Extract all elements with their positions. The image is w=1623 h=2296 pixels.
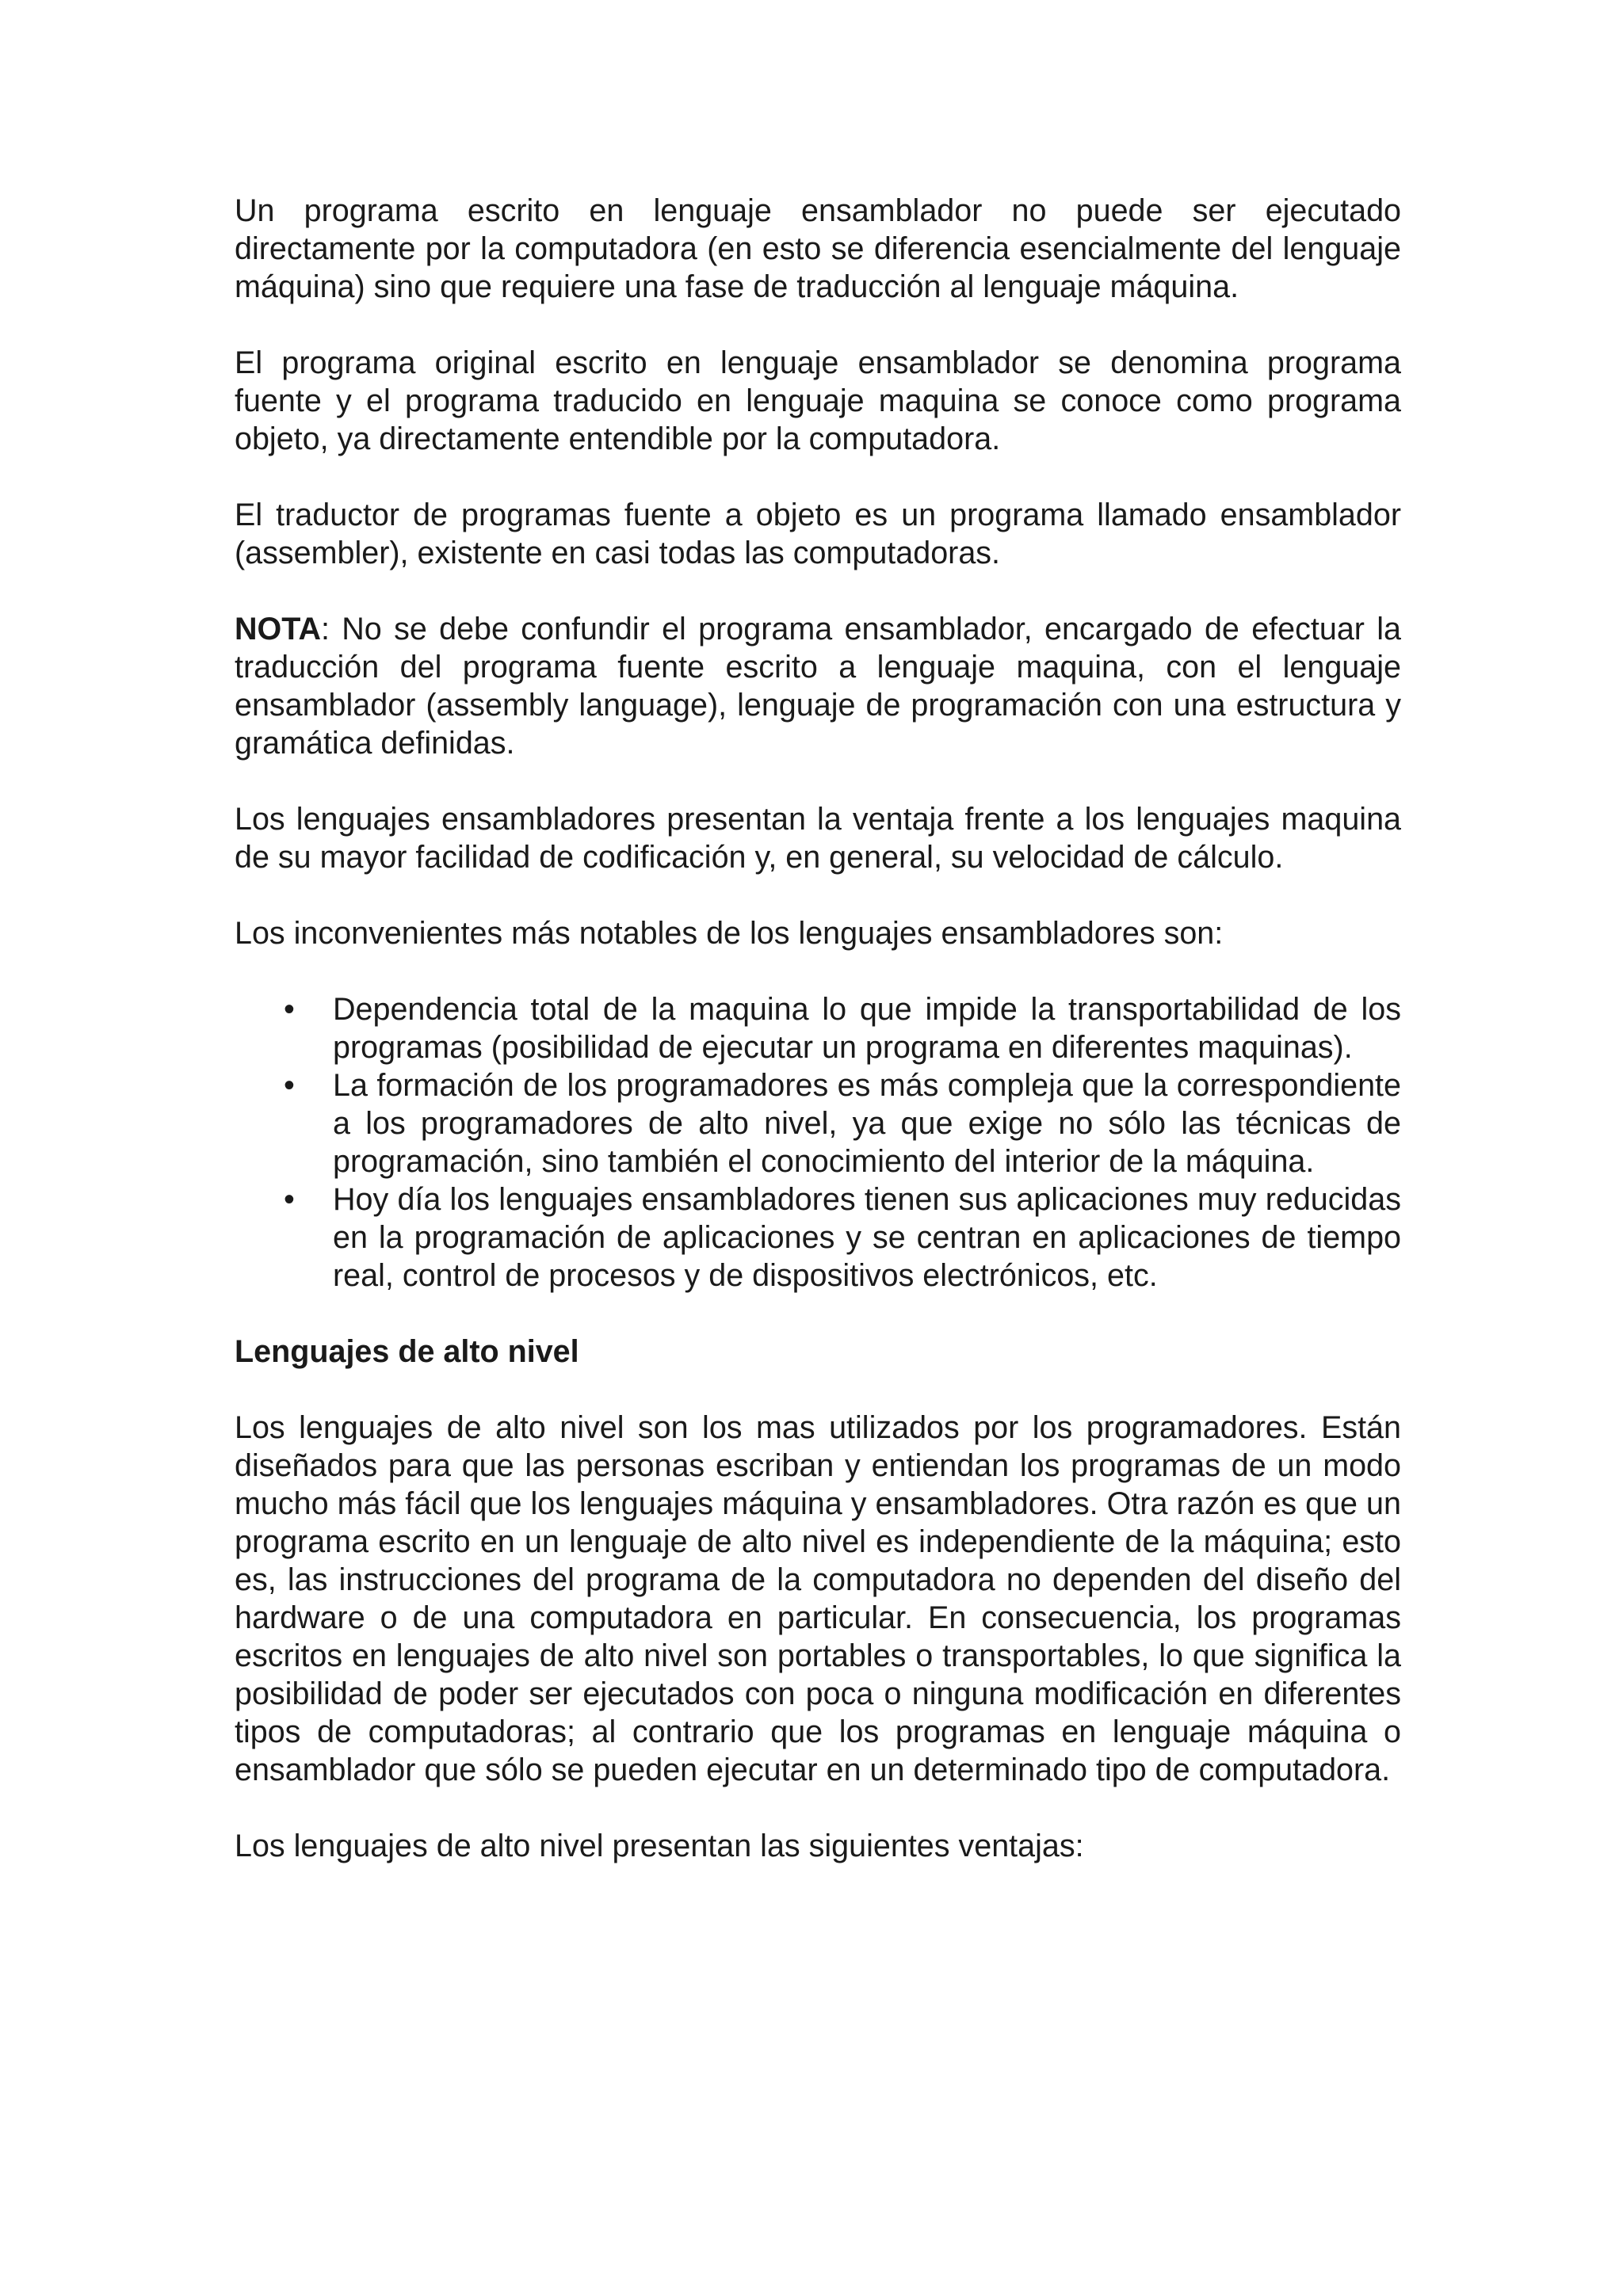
paragraph-programa-fuente: El programa original escrito en lenguaje ensamblador se denomina programa fuente y el programa traducido en lenguaje maquina se conoce como programa objeto, ya directamente entendible por la computadora. <box>235 345 1401 456</box>
paragraph-traductor: El traductor de programas fuente a objeto es un programa llamado ensamblador (assembler), existente en casi todas las computadoras. <box>235 498 1401 570</box>
list-item <box>235 1180 1401 1295</box>
bullet-icon: • <box>284 1068 295 1103</box>
nota-text: : No se debe confundir el programa ensamblador, encargado de efectuar la traducción del programa fuente escrito a lenguaje maquina, con el lenguaje ensamblador (assembly language), lenguaje de programación con una estructura y gramática definidas. <box>235 612 1401 761</box>
list-item-text: Hoy día los lenguajes ensambladores tienen sus aplicaciones muy reducidas en la programación de aplicaciones y se centran en aplicaciones de tiempo real, control de procesos y de dispositivos electrónicos, etc. <box>333 1182 1401 1293</box>
bullet-icon: • <box>284 992 295 1027</box>
list-item-text: La formación de los programadores es más compleja que la correspondiente a los programadores de alto nivel, ya que exige no sólo las técnicas de programación, sino también el conocimiento del interior de la máquina. <box>333 1068 1401 1179</box>
list-item <box>235 990 1401 1066</box>
paragraph-ventajas-ensambladores: Los lenguajes ensambladores presentan la ventaja frente a los lenguajes maquina de su mayor facilidad de codificación y, en general, su velocidad de cálculo. <box>235 802 1401 875</box>
paragraph-nota <box>235 610 1401 762</box>
paragraph-ensamblador-intro: Un programa escrito en lenguaje ensamblador no puede ser ejecutado directamente por la computadora (en esto se diferencia esencialmente del lenguaje máquina) sino que requiere una fase de traducción al lenguaje máquina. <box>235 193 1401 304</box>
paragraph-alto-nivel: Los lenguajes de alto nivel son los mas utilizados por los programadores. Están diseñados para que las personas escriban y entiendan los programas de un modo mucho más fácil que los lenguajes máquina y ensambladores. Otra razón es que un programa escrito en un lenguaje de alto nivel es independiente de la máquina; esto es, las instrucciones del programa de la computadora no dependen del diseño del hardware o de una computadora en particular. En consecuencia, los programas escritos en lenguajes de alto nivel son portables o transportables, lo que significa la posibilidad de poder ser ejecutados con poca o ninguna modificación en diferentes tipos de computadoras; al contrario que los programas en lenguaje máquina o ensamblador que sólo se pueden ejecutar en un determinado tipo de computadora. <box>235 1410 1401 1787</box>
bullet-icon: • <box>284 1182 295 1217</box>
paragraph-ventajas-alto-nivel: Los lenguajes de alto nivel presentan las siguientes ventajas: <box>235 1829 1084 1863</box>
list-item <box>235 1066 1401 1180</box>
paragraph-inconvenientes: Los inconvenientes más notables de los lenguajes ensambladores son: <box>235 916 1224 951</box>
inconvenientes-list <box>235 990 1401 1295</box>
list-item-text: Dependencia total de la maquina lo que impide la transportabilidad de los programas (posibilidad de ejecutar un programa en diferentes maquinas). <box>333 992 1401 1065</box>
section-heading: Lenguajes de alto nivel <box>235 1334 579 1369</box>
nota-label: NOTA <box>235 612 321 646</box>
document-page <box>235 192 1401 1903</box>
